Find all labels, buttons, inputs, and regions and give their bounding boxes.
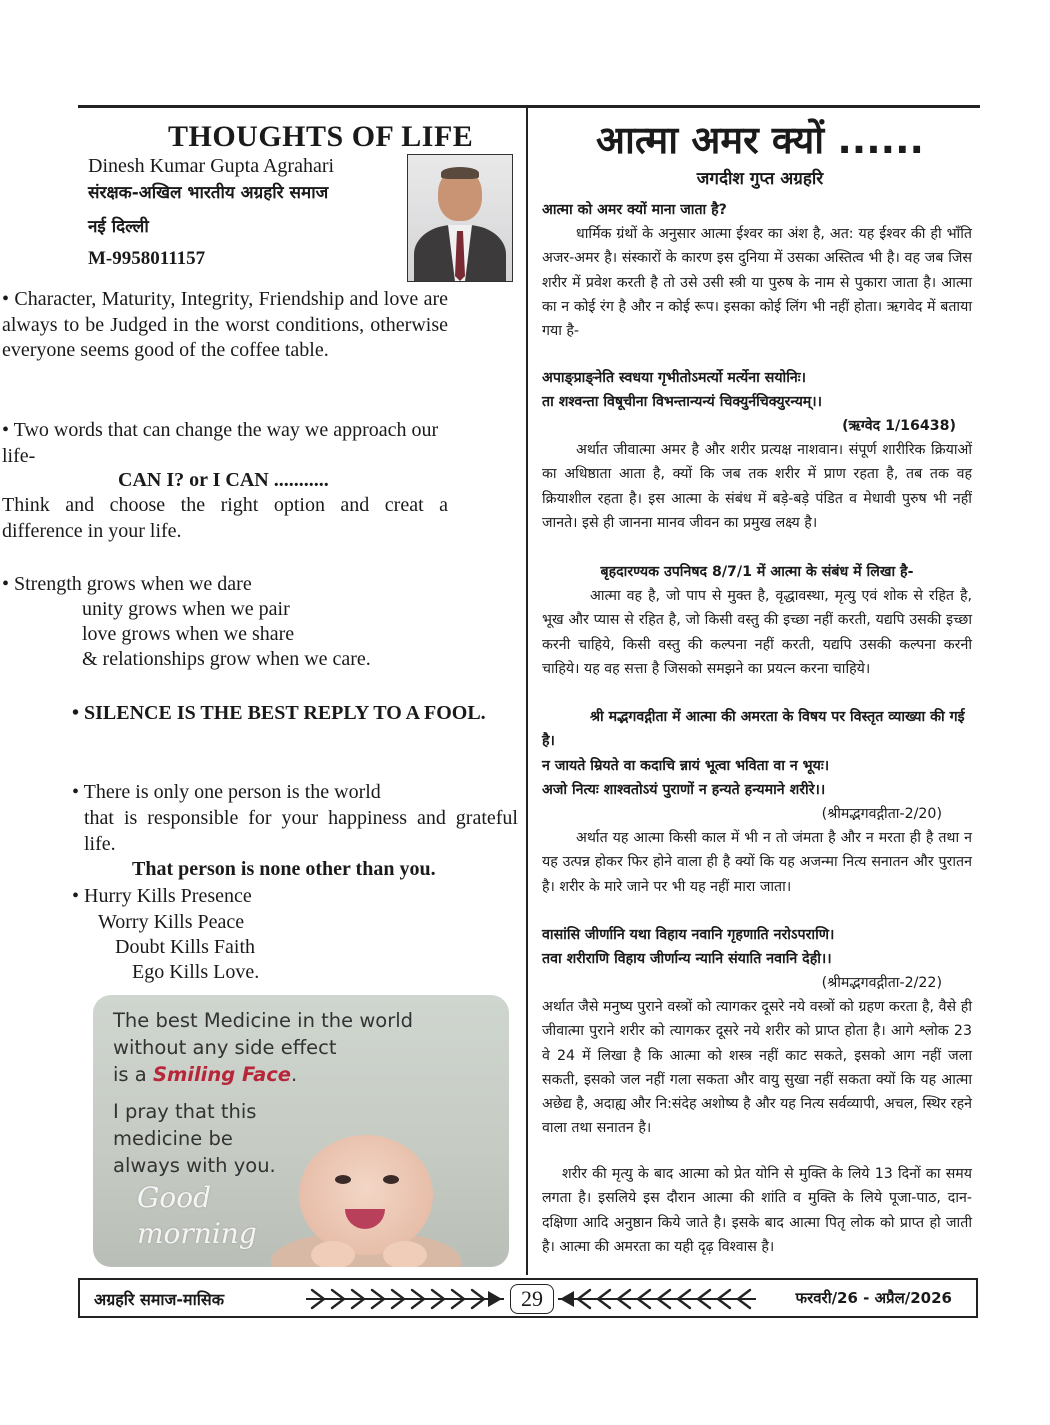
author-mobile: M-9958011157	[88, 248, 206, 269]
shloka-3-line-1: वासांसि जीर्णानि यथा विहाय नवानि गृहणाति नरोऽपराणि।	[542, 927, 835, 943]
author-role: संरक्षक-अखिल भारतीय अग्रहरि समाज	[88, 183, 329, 203]
column-divider	[526, 108, 528, 1275]
card-line-2: without any side effect	[113, 1036, 337, 1059]
footer-issue: फरवरी/26 - अप्रैल/2026	[795, 1289, 952, 1307]
thought-3-line-4: & relationships grow when we care.	[82, 648, 371, 670]
shloka-2-line-1: न जायते म्रियते वा कदाचि न्नायं भूत्वा भविता वा न भूयः।	[542, 758, 830, 774]
footer-magazine: अग्रहरि समाज-मासिक	[94, 1290, 225, 1309]
card-good: Good	[137, 1181, 212, 1214]
left-title: THOUGHTS OF LIFE	[168, 120, 474, 153]
card-text	[113, 1007, 503, 1179]
paragraph-2: अर्थात जीवात्मा अमर है और शरीर प्रत्यक्ष नाशवान। संपूर्ण शारीरिक क्रियाओं का अधिष्ठाता आता है, क्यों कि जब तक शरीर में प्राण रहता है, तब तक वह क्रियाशील रहता है। इस आत्मा के संबंध में बड़े-बड़े पंडित व मेधावी पुरुष भी नहीं जानते। इसे ही जानना मानव जीवन का प्रमुख लक्ष्य है।	[542, 442, 972, 531]
shloka-1-line-2: ता शश्वन्ता विषूचीना विभन्तान्यन्यं चिक्युर्नचिक्युरन्यम्।।	[542, 394, 823, 410]
page-number: 29	[510, 1284, 554, 1314]
card-red-text: Smiling Face	[152, 1063, 292, 1086]
heading-2: बृहदारण्यक उपनिषद 8/7/1 में आत्मा के संबंध में लिखा है-	[600, 564, 914, 580]
heading-3: श्री मद्भगवद्गीता में आत्मा की अमरता के विषय पर विस्तृत व्याख्या की गई है।	[542, 709, 965, 750]
thought-6-line-2: Worry Kills Peace	[98, 911, 245, 933]
thought-1: • Character, Maturity, Integrity, Friendship and love are always to be Judged in the worst conditions, otherwise everyone seems good of the coffee table.	[2, 288, 448, 361]
shloka-3-ref: (श्रीमद्भगवद्गीता-2/22)	[821, 975, 942, 991]
thought-4: • SILENCE IS THE BEST REPLY TO A FOOL.	[72, 702, 486, 724]
thought-5-emphasis: That person is none other than you.	[132, 858, 436, 880]
thought-3-line-2: unity grows when we pair	[82, 598, 290, 620]
thought-5-line-2: that is responsible for your happiness and grateful life.	[84, 807, 518, 855]
shloka-2-ref: (श्रीमद्भगवद्गीता-2/20)	[821, 806, 942, 822]
author-city: नई दिल्ली	[88, 217, 149, 237]
thought-2: • Two words that can change the way we approach our life-	[2, 419, 439, 467]
card-line-4: I pray that this	[113, 1100, 257, 1123]
shloka-3-line-2: तवा शरीराणि विहाय जीर्णान्य न्यानि संयाति नवानि देही।।	[542, 951, 832, 967]
author-block	[88, 154, 406, 274]
card-morning: morning	[137, 1217, 257, 1250]
paragraph-4: अर्थात यह आत्मा किसी काल में भी न तो जंमता है और न मरता ही है तथा न यह उत्पन्न होकर फिर होने वाला ही है क्यों कि यह अजन्मा नित्य सनातन और पुरातन है। शरीर के मारे जाने पर भी यह नहीं मारा जाता।	[542, 830, 972, 895]
card-line-5: medicine be	[113, 1127, 233, 1150]
smiling-face-card	[93, 995, 509, 1267]
top-rule	[78, 105, 980, 108]
paragraph-1: धार्मिक ग्रंथों के अनुसार आत्मा ईश्वर का अंश है, अत: यह ईश्वर की ही भाँति अजर-अमर है। संस्कारों के कारण इस दुनिया में उसका अस्तित्व भी है। वह जब जिस शरीर में प्रवेश करती है तो उसे उसी स्त्री या पुरुष के नाम से पुकारा जाता है। आत्मा का न कोई रंग है और न कोई रूप। इसका कोई लिंग भी नहीं होता। ऋगवेद में बताया गया है-	[542, 226, 972, 340]
thought-2-tail: Think and choose the right option and creat a difference in your life.	[2, 494, 448, 542]
right-title: आत्मा अमर क्यों ......	[596, 118, 924, 162]
shloka-1-line-1: अपाङ्प्राङ्नेति स्वधया गृभीतोऽमर्त्यो मर्त्येना सयोनिः।	[542, 370, 807, 386]
footer-ornament-left-icon	[306, 1286, 504, 1312]
card-line-3: is a Smiling Face.	[113, 1063, 298, 1086]
shloka-2-line-2: अजो नित्यः शाश्वतोऽयं पुराणों न हन्यते हन्यमाने शरीरे।।	[542, 782, 826, 798]
thought-6-line-3: Doubt Kills Faith	[115, 936, 256, 958]
footer-bar	[78, 1278, 978, 1318]
card-line-6: always with you.	[113, 1154, 276, 1177]
thought-3-line-1: • Strength grows when we dare	[2, 573, 252, 595]
thought-2-emphasis: CAN I? or I CAN ...........	[118, 469, 329, 491]
card-line-1: The best Medicine in the world	[113, 1009, 414, 1032]
footer-ornament-right-icon	[558, 1286, 756, 1312]
paragraph-6: शरीर की मृत्यु के बाद आत्मा को प्रेत योनि से मुक्ति के लिये 13 दिनों का समय लगता है। इसलिये इस दौरान आत्मा की शांति व मुक्ति के लिये पूजा-पाठ, दान-दक्षिणा आदि अनुष्ठान किये जाते है। इसके बाद आत्मा पितृ लोक को प्राप्त हो जाती है। आत्मा की अमरता का यही दृढ़ विश्वास है।	[542, 1166, 972, 1255]
right-author: जगदीश गुप्त अग्रहरि	[696, 169, 824, 189]
thought-6-line-4: Ego Kills Love.	[132, 961, 260, 983]
shloka-1-ref: (ऋग्वेद 1/16438)	[842, 418, 956, 434]
thought-3-line-3: love grows when we share	[82, 623, 295, 645]
paragraph-3: आत्मा वह है, जो पाप से मुक्त है, वृद्धावस्था, मृत्यु एवं शोक से रहित है, भूख और प्यास से रहित है, जो किसी वस्तु की इच्छा नहीं करती, यद्यपि उसकी इच्छा करनी चाहिये, किसी वस्तु की कल्पना नहीं करती, यद्यपि उसकी कल्पना करनी चाहिये। यह वह सत्ता है जिसको समझने का प्रयत्न करना चाहिये।	[542, 588, 972, 677]
author-photo	[407, 154, 513, 282]
author-name: Dinesh Kumar Gupta Agrahari	[88, 155, 335, 177]
paragraph-5: अर्थात जैसे मनुष्य पुराने वस्त्रों को त्यागकर दूसरे नये वस्त्रों को ग्रहण करता है, वैसे ही जीवात्मा पुराने शरीर को त्यागकर दूसरे नये शरीर को प्राप्त होता है। आगे श्लोक 23 वे 24 में लिखा है कि आत्मा को शस्त्र नहीं काट सकते, इसको आग नहीं जला सकती, इसको जल नहीं गला सकता और वायु सुखा नहीं सकता क्यों कि यह आत्मा अछेद्य है, अदाह्य और नि:संदेह अशोष्य है और यह नित्य सर्वव्यापी, अचल, स्थिर रहने वाला तथा सनातन है।	[542, 999, 972, 1137]
thought-6-line-1: • Hurry Kills Presence	[72, 885, 252, 907]
thought-5-line-1: • There is only one person is the world	[72, 781, 381, 803]
question-heading: आत्मा को अमर क्यों माना जाता है?	[542, 202, 727, 218]
